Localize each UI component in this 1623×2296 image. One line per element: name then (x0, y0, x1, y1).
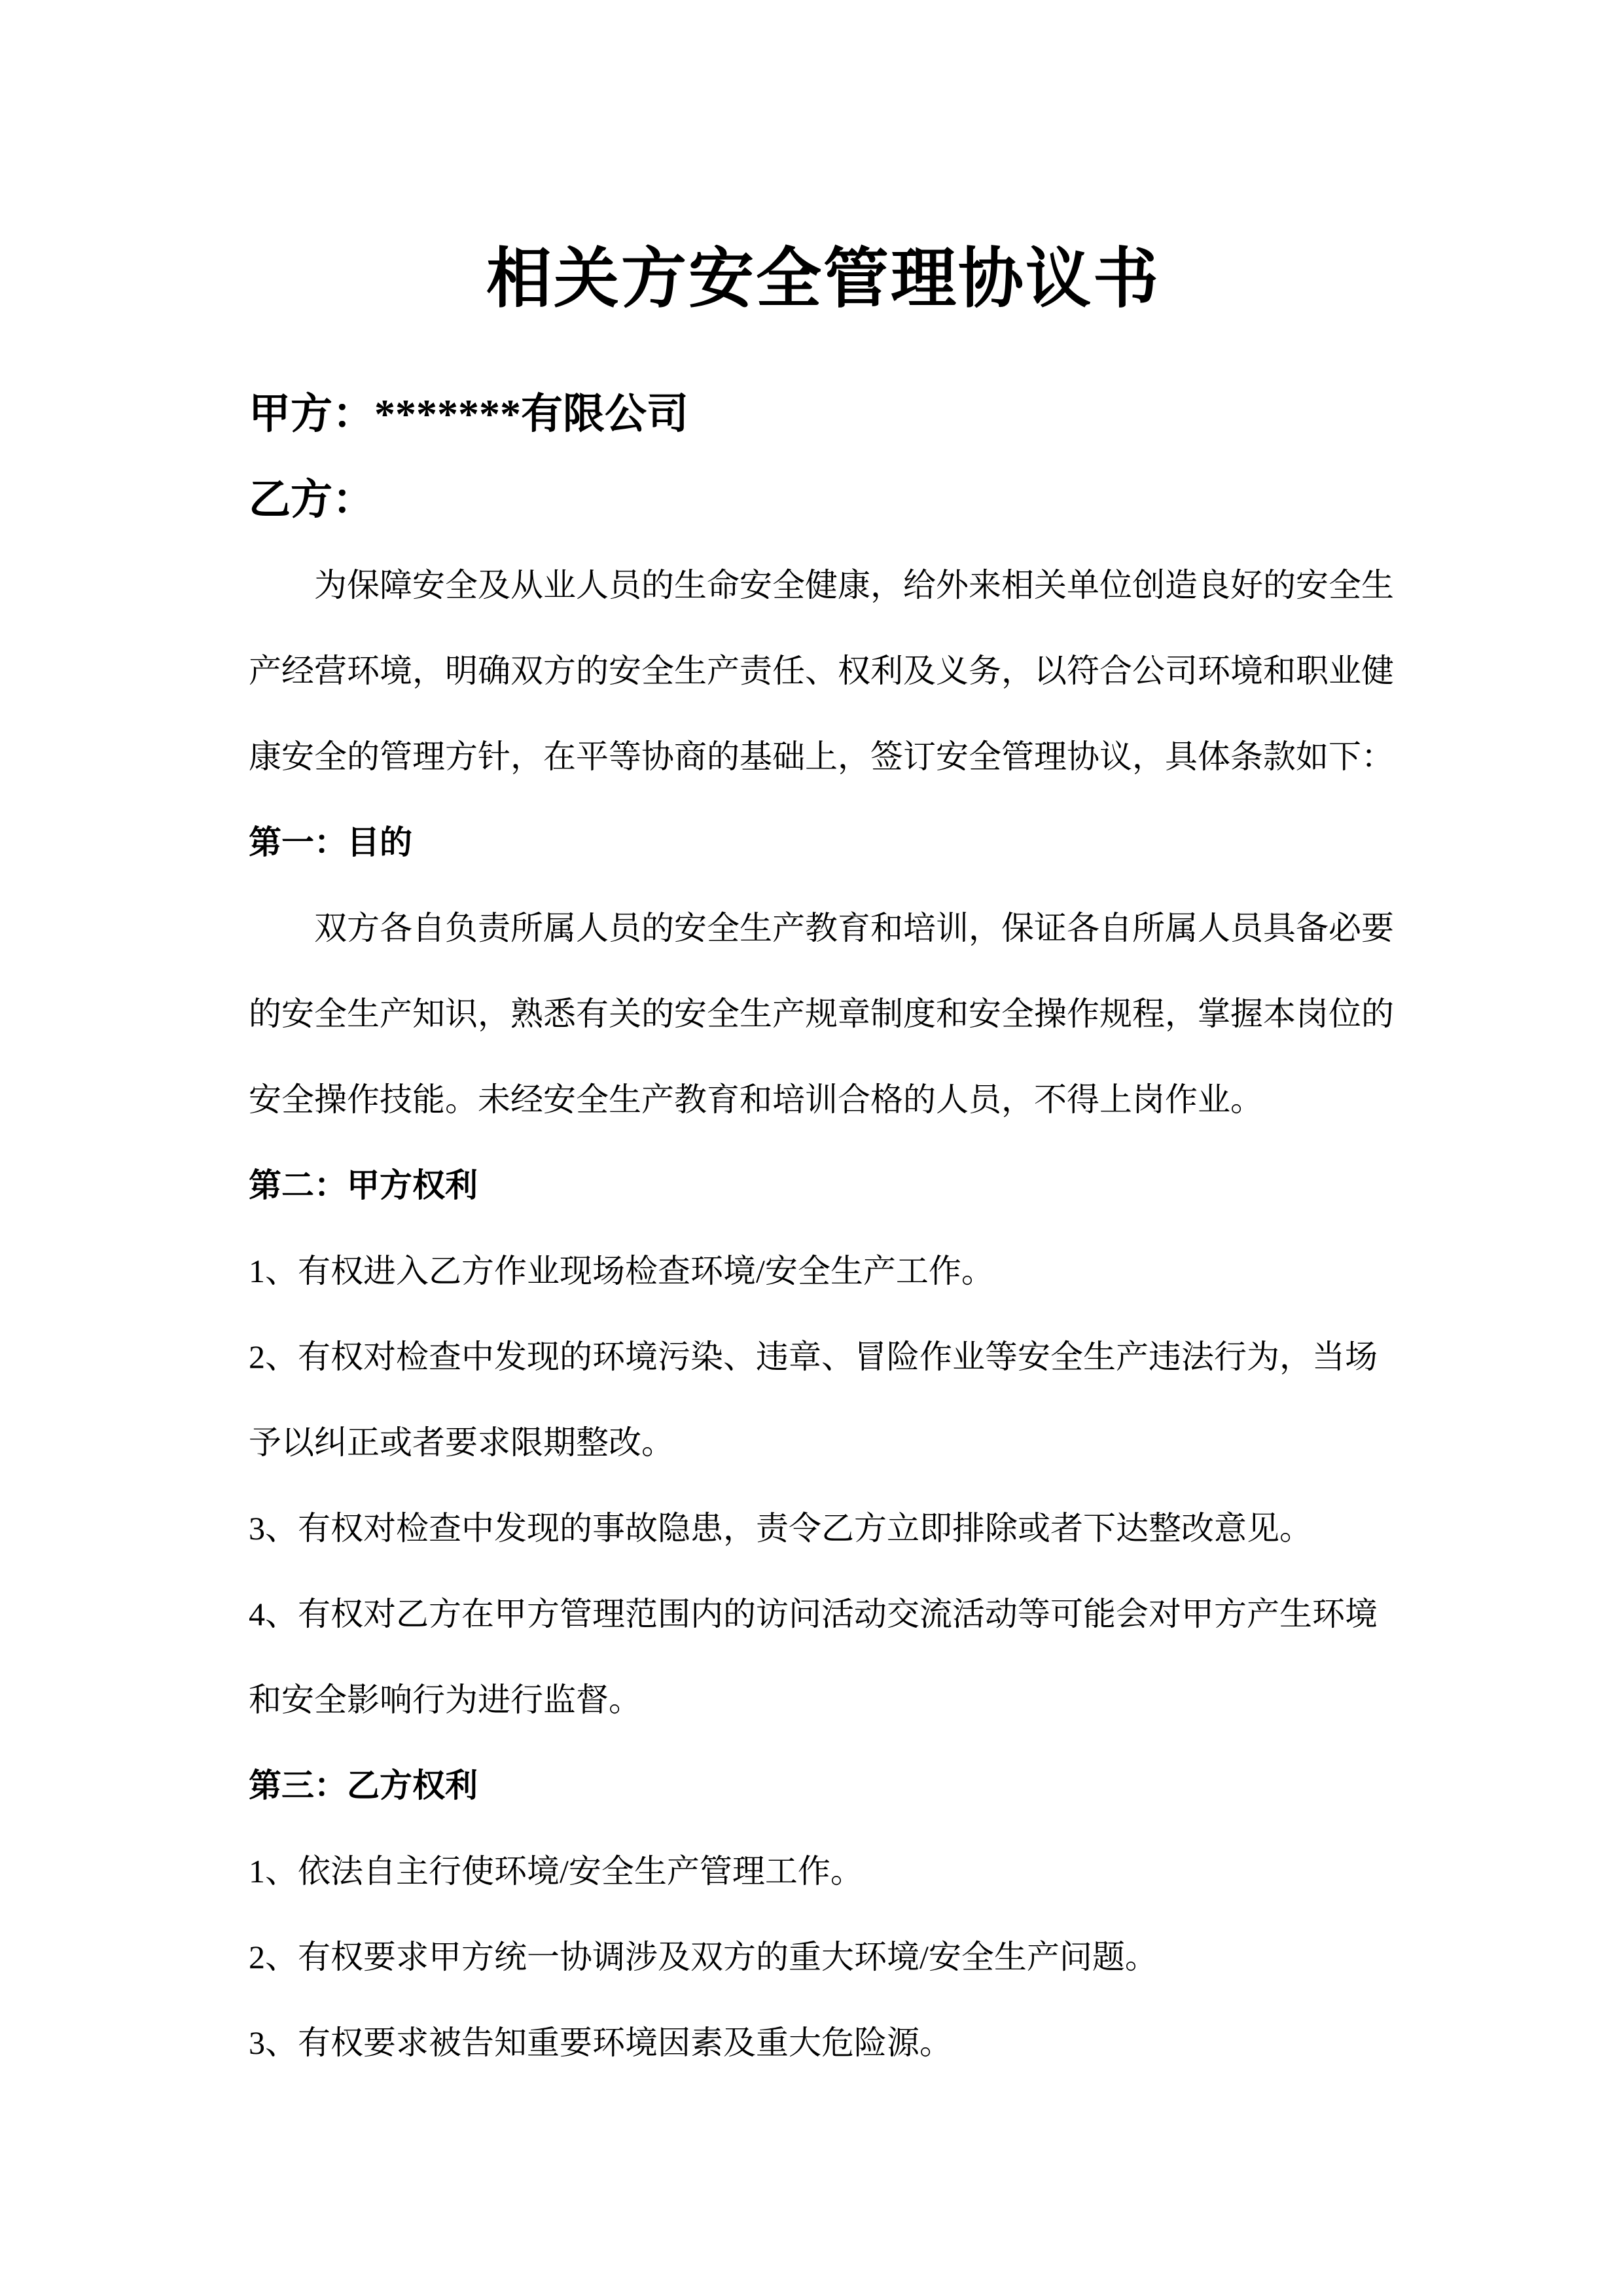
body-paragraph (249, 886, 1400, 1143)
section-heading (249, 800, 1400, 886)
text-line: 双方各自负责所属人员的安全生产教育和培训，保证各自所属人员具备必要 (314, 910, 1394, 946)
text-line: 为保障安全及从业人员的生命安全健康，给外来相关单位创造良好的安全生 (314, 567, 1394, 603)
text-line: 4、有权对乙方在甲方管理范围内的访问活动交流活动等可能会对甲方产生环境 (249, 1596, 1378, 1632)
body-paragraph (249, 1914, 1400, 2000)
body-paragraph (249, 1486, 1400, 1571)
text-line: 3、有权要求被告知重要环境因素及重大危险源。 (249, 2024, 952, 2061)
text-line: 予以纠正或者要求限期整改。 (249, 1424, 674, 1461)
body-paragraph (249, 1229, 1400, 1314)
text-line: 2、有权对检查中发现的环境污染、违章、冒险作业等安全生产违法行为，当场 (249, 1338, 1378, 1375)
body-paragraph (249, 1829, 1400, 1914)
party-b-line: 乙方： (249, 476, 374, 523)
heading-line: 第三：乙方权利 (249, 1767, 478, 1804)
section-heading (249, 1743, 1400, 1829)
heading-line: 第一：目的 (249, 824, 412, 861)
body-paragraph (249, 543, 1400, 800)
text-line: 3、有权对检查中发现的事故隐患，责令乙方立即排除或者下达整改意见。 (249, 1510, 1312, 1547)
text-line: 的安全生产知识，熟悉有关的安全生产规章制度和安全操作规程，掌握本岗位的 (249, 996, 1394, 1032)
text-line: 产经营环境，明确双方的安全生产责任、权利及义务，以符合公司环境和职业健 (249, 653, 1394, 689)
section-heading (249, 1143, 1400, 1229)
document-body (249, 371, 1400, 2086)
body-paragraph (249, 1571, 1400, 1743)
text-line: 安全操作技能。未经安全生产教育和培训合格的人员，不得上岗作业。 (249, 1081, 1263, 1118)
text-line: 1、依法自主行使环境/安全生产管理工作。 (249, 1853, 863, 1890)
party-a-line: 甲方：*******有限公司 (249, 391, 688, 437)
document-title: 相关方安全管理协议书 (486, 243, 1160, 315)
body-paragraph (249, 2000, 1400, 2086)
text-line: 2、有权要求甲方统一协调涉及双方的重大环境/安全生产问题。 (249, 1939, 1158, 1975)
text-line: 康安全的管理方针，在平等协商的基础上，签订安全管理协议，具体条款如下： (249, 738, 1394, 775)
body-paragraph (249, 1314, 1400, 1486)
text-line: 1、有权进入乙方作业现场检查环境/安全生产工作。 (249, 1253, 994, 1289)
heading-line: 第二：甲方权利 (249, 1167, 478, 1204)
text-line: 和安全影响行为进行监督。 (249, 1681, 641, 1718)
